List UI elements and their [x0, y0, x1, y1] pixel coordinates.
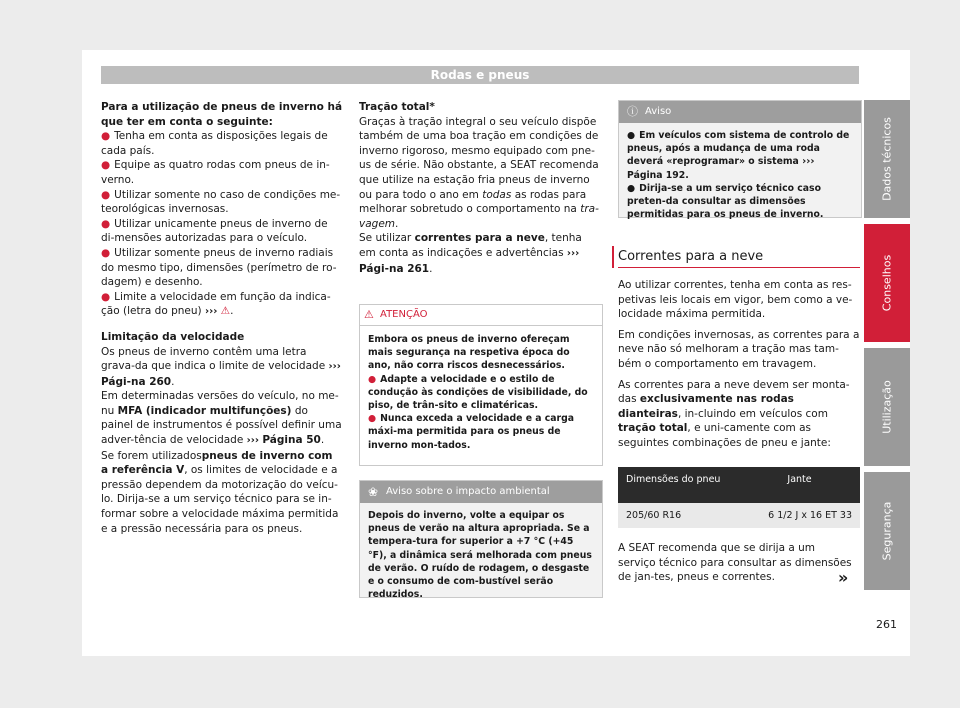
- info-icon: ⓘ: [627, 105, 638, 118]
- winter-tires-intro: Para a utilização de pneus de inverno há que ter em conta o seguinte:: [101, 101, 343, 128]
- notice-box: [618, 100, 862, 221]
- speed-paragraph-3: Se forem utilizadospneus de inverno com a referência V, os limites de velocidade e a pressão dependem da motorização do veícu-lo. Dirija-se a um serviço técnico para se in-formar sobre a velocidade máxima permitida e a pressão necessária para os pneus.: [101, 449, 339, 535]
- table-header-rim: Jante: [739, 467, 860, 503]
- page-header: Rodas e pneus: [101, 66, 859, 84]
- environment-notice-text: Depois do inverno, volte a equipar os pneus de verão na altura apropriada. Se a tempera-tura for superior a +7 °C (+45 °F), a dinâmica será melhorada com pneus de verão. O ruído de rodagem, o desgaste e o consumo de com-bustível serão reduzidos.: [368, 510, 592, 601]
- chains-paragraph-3: As correntes para a neve devem ser monta-das exclusivamente nas rodas dianteiras, in-cluindo em veículos com tração total, e uni-camente com as seguintes combinações de pneu e jante:: [618, 378, 850, 449]
- warning-triangle-icon: ⚠: [364, 308, 374, 321]
- environment-notice-box: [359, 480, 603, 601]
- page-number: 261: [876, 618, 897, 631]
- list-item: ● Em veículos com sistema de controlo de pneus, após a mudança de uma roda deverá «reprogramar» o sistema ››› Página 192.: [627, 130, 850, 181]
- tab-conselhos[interactable]: Conselhos: [864, 224, 910, 342]
- speed-paragraph-1: Os pneus de inverno contêm uma letra grava-da que indica o limite de velocidade ››› Pági-na 260.: [101, 345, 341, 388]
- traction-title: Tração total*: [359, 101, 435, 113]
- environment-notice-header: ❀ Aviso sobre o impacto ambiental: [360, 481, 602, 503]
- recommendation-paragraph: A SEAT recomenda que se dirija a um serviço técnico para consultar as dimensões de jan-tes, pneus e correntes.: [618, 542, 852, 584]
- table-row: [618, 503, 860, 528]
- traction-paragraph-1: Graças à tração integral o seu veículo dispõe também de uma boa tração em condições de inverno rigoroso, mesmo equipado com pne-us de série. Não obstante, a SEAT recomenda que utilize na estação fria pneus de inverno ou para todo o ano em todas as rodas para melhorar sobretudo o comportamento na tra-vagem.: [359, 115, 599, 230]
- section-accent-bar: [612, 246, 614, 268]
- warning-text: Embora os pneus de inverno ofereçam mais segurança na respetiva época do ano, não corra riscos desnecessários.: [368, 334, 570, 372]
- table-cell-rim: 6 1/2 J x 16 ET 33: [739, 503, 860, 528]
- section-title: Correntes para a neve: [618, 249, 764, 264]
- list-item: ● Equipe as quatro rodas com pneus de in-verno.: [101, 159, 330, 186]
- tab-dados-tecnicos[interactable]: Dados técnicos: [864, 100, 910, 218]
- tire-rim-table: [618, 467, 860, 528]
- table-header-tire: Dimensões do pneu: [618, 467, 739, 503]
- section-divider: [618, 267, 860, 268]
- list-item: ● Adapte a velocidade e o estilo de condução às condições de visibilidade, do piso, de trân-sito e climatéricas.: [368, 373, 588, 412]
- column-left: [101, 100, 343, 536]
- speed-paragraph-2: Em determinadas versões do veículo, no me-nu MFA (indicador multifunções) do painel de instrumentos é possível definir uma adver-tência de velocidade ››› Página 50.: [101, 390, 342, 447]
- page-link[interactable]: Página 50: [262, 434, 321, 447]
- list-item: ● Utilizar somente pneus de inverno radiais do mesmo tipo, dimensões (perímetro de ro-dagem) e desenho.: [101, 246, 337, 289]
- chains-paragraph-1: Ao utilizar correntes, tenha em conta as res-petivas leis locais em vigor, bem como a ve-locidade máxima permitida.: [618, 279, 853, 321]
- traction-paragraph-2: Se utilizar correntes para a neve, tenha em conta as indicações e advertências ››› Pági-na 261.: [359, 232, 582, 275]
- list-item: ● Nunca exceda a velocidade e a carga máxi-ma permitida para os pneus de inverno mon-tados.: [368, 413, 575, 451]
- list-item: ● Utilizar somente no caso de condições me-teorológicas invernosas.: [101, 188, 341, 216]
- list-item: ● Limite a velocidade em função da indica-ção (letra do pneu) ››› ⚠.: [101, 290, 331, 318]
- list-item: ● Tenha em conta as disposições legais de cada país.: [101, 130, 328, 157]
- warning-box-header: ⚠ ATENÇÃO: [360, 305, 602, 326]
- page-link[interactable]: Pági-na 261: [359, 262, 430, 275]
- continue-arrow-icon: »: [838, 568, 849, 587]
- warning-box: [359, 304, 603, 466]
- column-right-text: [618, 278, 860, 451]
- page-link[interactable]: Pági-na 260: [101, 375, 172, 388]
- chains-paragraph-2: Em condições invernosas, as correntes para a neve não só melhoram a tração mas tam-bém o comportamento em travagem.: [618, 328, 860, 370]
- column-middle: [359, 100, 601, 276]
- list-item: ● Utilizar unicamente pneus de inverno de di-mensões autorizadas para o veículo.: [101, 217, 328, 245]
- warning-triangle-icon: ⚠: [220, 305, 231, 318]
- tab-utilizacao[interactable]: Utilização: [864, 348, 910, 466]
- tab-seguranca[interactable]: Segurança: [864, 472, 910, 590]
- notice-header: ⓘ Aviso: [619, 101, 861, 123]
- page-link[interactable]: Página 192: [627, 169, 686, 181]
- speed-limit-heading: Limitação da velocidade: [101, 330, 245, 343]
- table-cell-tire: 205/60 R16: [618, 503, 739, 528]
- list-item: ● Dirija-se a um serviço técnico caso preten-da consultar as dimensões permitidas para os pneus de inverno.: [627, 182, 824, 221]
- leaf-icon: ❀: [368, 485, 379, 499]
